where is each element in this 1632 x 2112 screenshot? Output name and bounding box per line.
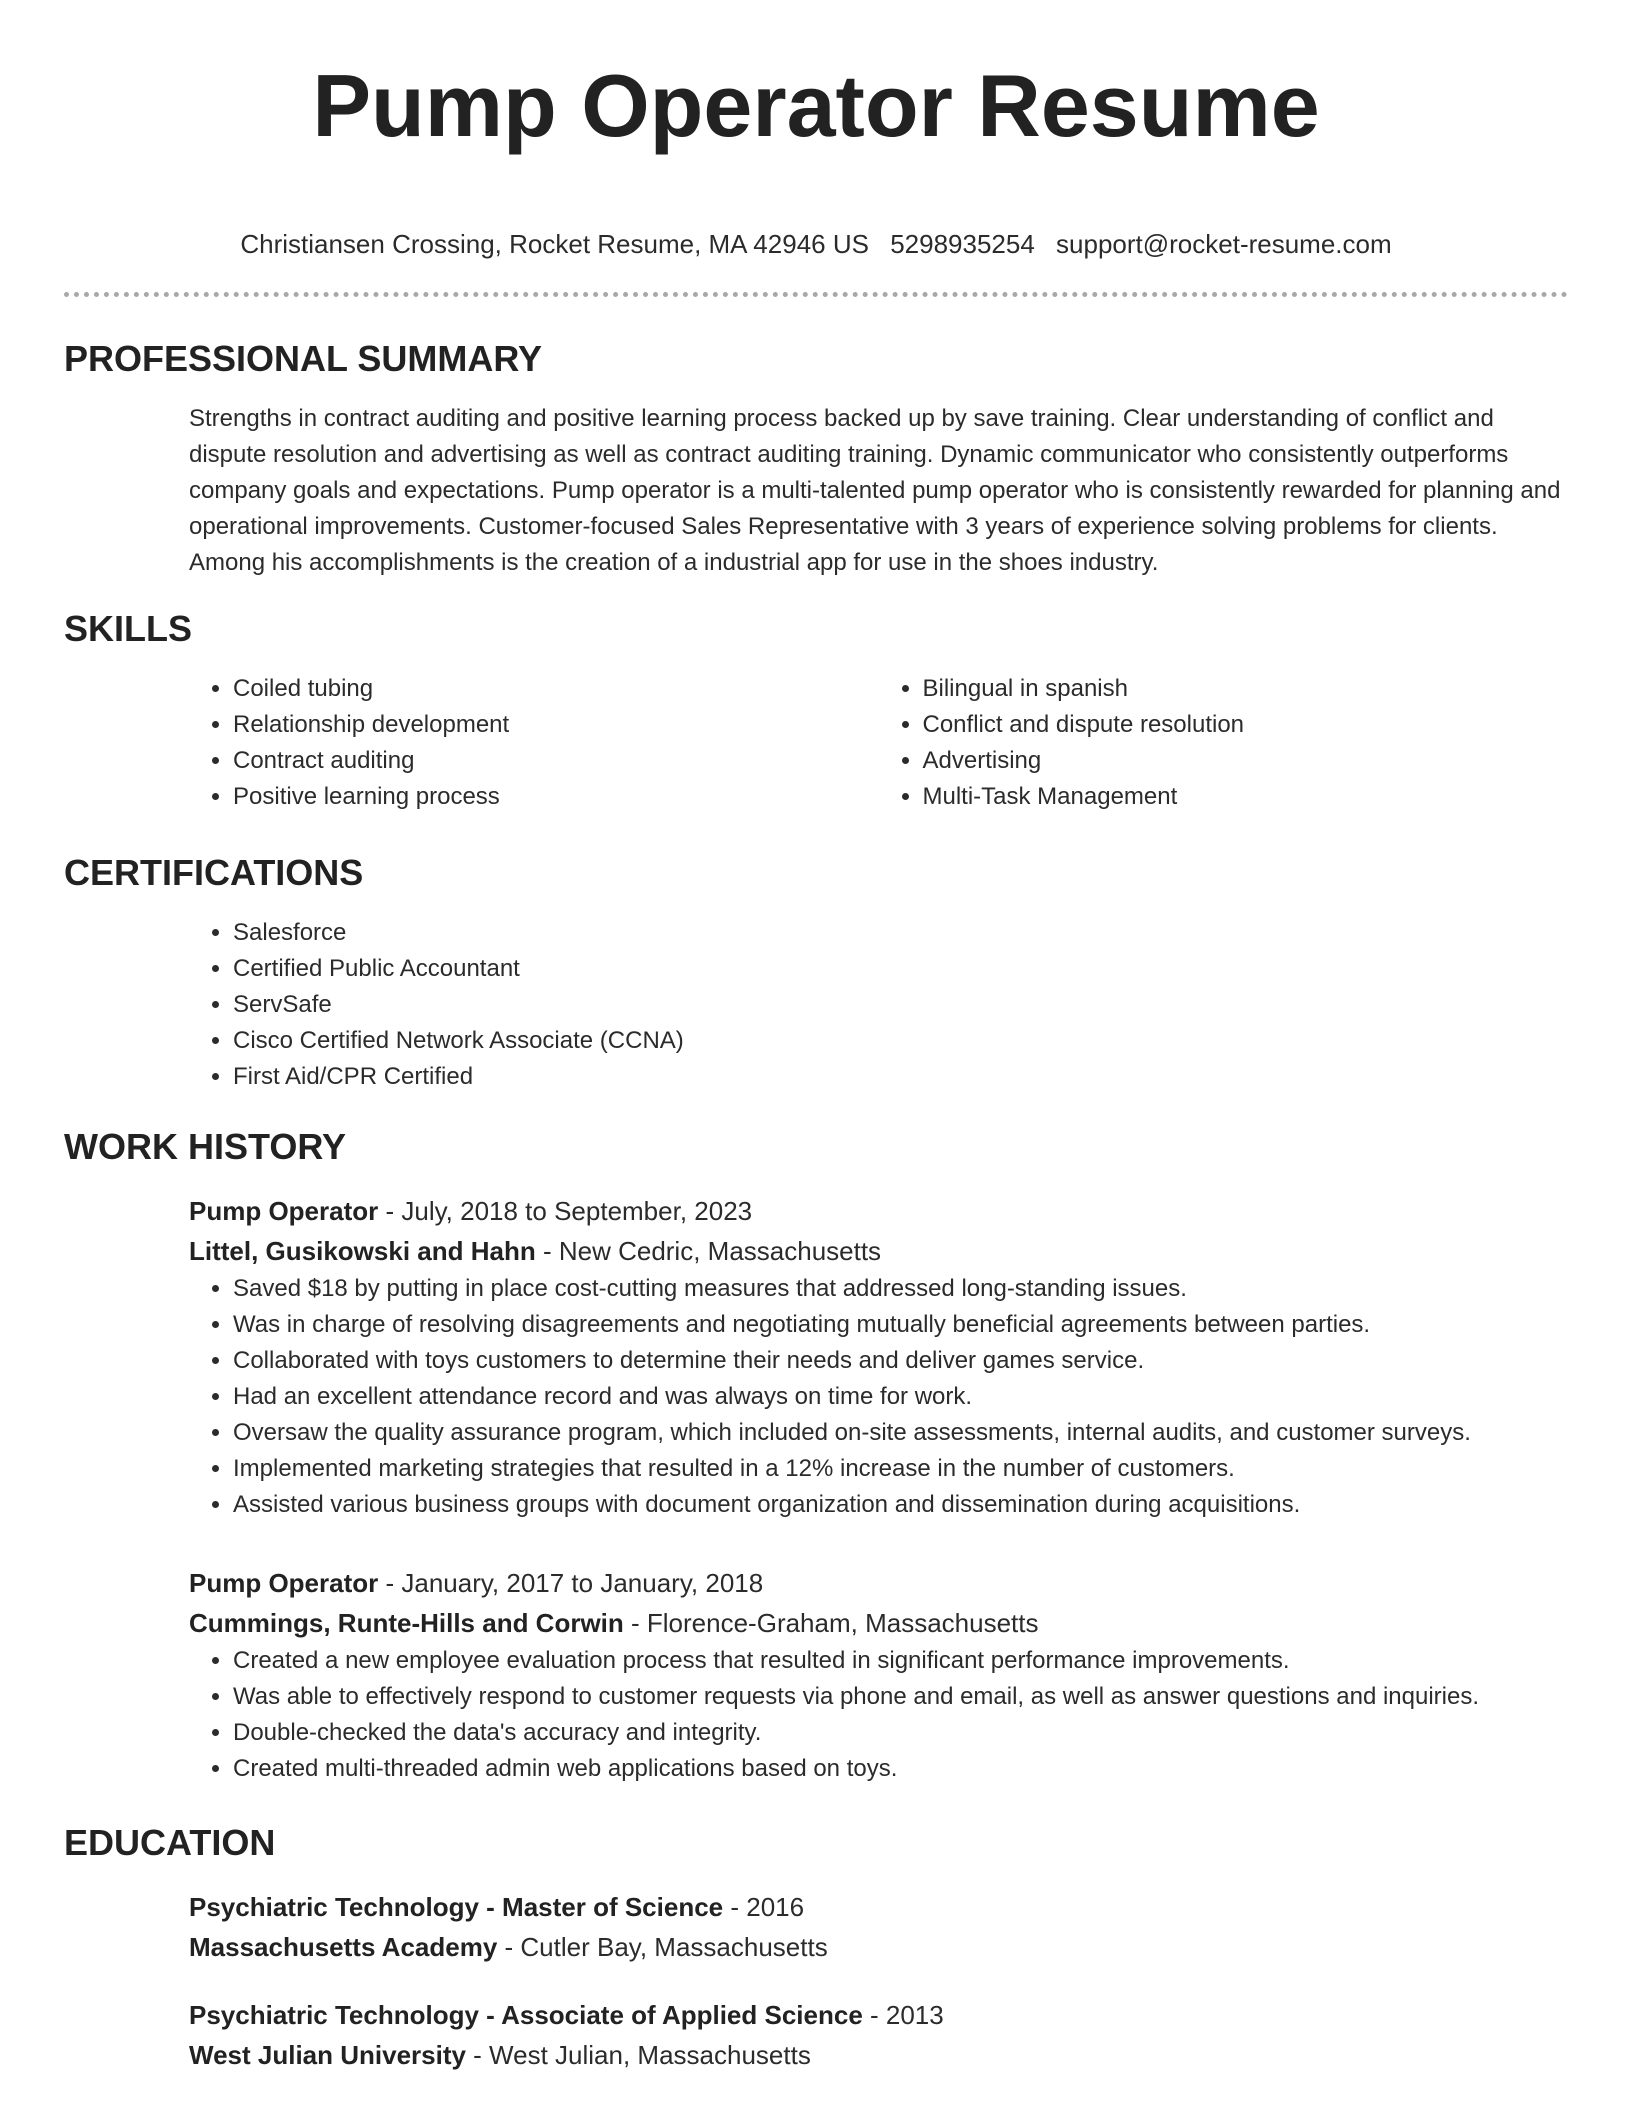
summary-heading: PROFESSIONAL SUMMARY	[64, 338, 543, 379]
job-bullet: • Had an excellent attendance record and was always on time for work.	[233, 1379, 1568, 1415]
job-bullets	[189, 1643, 1568, 1787]
education-degree: Psychiatric Technology - Associate of Applied Science	[189, 2000, 863, 2030]
skills-columns	[189, 671, 1568, 815]
skill-item: • Relationship development	[233, 707, 879, 743]
contact-address: Christiansen Crossing, Rocket Resume, MA 42946 US	[240, 229, 869, 259]
education-school: Massachusetts Academy	[189, 1932, 498, 1962]
skill-item: • Coiled tubing	[233, 671, 879, 707]
job-bullet: • Implemented marketing strategies that resulted in a 12% increase in the number of customers.	[233, 1451, 1568, 1487]
job-bullet: • Assisted various business groups with document organization and dissemination during acquisitions.	[233, 1487, 1568, 1523]
certifications-body	[189, 915, 1568, 1095]
certification-item: • Salesforce	[233, 915, 1568, 951]
job-title: Pump Operator	[189, 1568, 379, 1598]
skill-item: • Positive learning process	[233, 779, 879, 815]
job-location: - Florence-Graham, Massachusetts	[623, 1608, 1039, 1638]
summary-text: Strengths in contract auditing and positive learning process backed up by save training. Clear understanding of conflict and dispute resolution and advertising as well as contract auditing training. Dynamic communicator who consistently outperforms company goals and expectations. Pump operator is a multi-talented pump operator who is consistently rewarded for planning and operational improvements. Customer-focused Sales Representative with 3 years of experience solving problems for clients. Among his accomplishments is the creation of a industrial app for use in the shoes industry.	[189, 405, 1561, 576]
job-bullet: • Double-checked the data's accuracy and integrity.	[233, 1715, 1568, 1751]
skills-list-right	[879, 671, 1569, 815]
certification-item: • Cisco Certified Network Associate (CCNA)	[233, 1023, 1568, 1059]
job-title-line	[189, 1563, 1568, 1603]
summary-section	[64, 337, 1568, 581]
job-bullet: • Created a new employee evaluation process that resulted in significant performance improvements.	[233, 1643, 1568, 1679]
job-title-line	[189, 1191, 1568, 1231]
contact-phone: 5298935254	[890, 229, 1035, 259]
skill-item: • Contract auditing	[233, 743, 879, 779]
skill-item: • Conflict and dispute resolution	[923, 707, 1569, 743]
certifications-heading: CERTIFICATIONS	[64, 852, 364, 893]
job-company-line	[189, 1603, 1568, 1643]
job-bullet: • Collaborated with toys customers to determine their needs and deliver games service.	[233, 1343, 1568, 1379]
job-bullet: • Was in charge of resolving disagreements and negotiating mutually beneficial agreements between parties.	[233, 1307, 1568, 1343]
certifications-list	[189, 915, 1568, 1095]
job-bullet: • Oversaw the quality assurance program, which included on-site assessments, internal audits, and customer surveys.	[233, 1415, 1568, 1451]
education-school-line	[189, 1927, 1568, 1967]
skill-item: • Multi-Task Management	[923, 779, 1569, 815]
job-entry	[189, 1191, 1568, 1523]
certification-item: • ServSafe	[233, 987, 1568, 1023]
certifications-section	[64, 851, 1568, 1095]
job-bullet: • Saved $18 by putting in place cost-cutting measures that addressed long-standing issues.	[233, 1271, 1568, 1307]
certification-item: • First Aid/CPR Certified	[233, 1059, 1568, 1095]
skill-item: • Advertising	[923, 743, 1569, 779]
education-degree-line	[189, 1995, 1568, 2035]
education-location: - Cutler Bay, Massachusetts	[497, 1932, 828, 1962]
job-company: Littel, Gusikowski and Hahn	[189, 1236, 536, 1266]
job-entry	[189, 1563, 1568, 1787]
education-heading: EDUCATION	[64, 1822, 276, 1863]
education-year: - 2013	[862, 2000, 944, 2030]
education-year: - 2016	[723, 1892, 805, 1922]
education-school-line	[189, 2035, 1568, 2075]
education-section	[64, 1821, 1568, 2075]
education-degree: Psychiatric Technology - Master of Science	[189, 1892, 724, 1922]
job-title: Pump Operator	[189, 1196, 379, 1226]
skills-heading: SKILLS	[64, 608, 193, 649]
education-school: West Julian University	[189, 2040, 466, 2070]
job-location: - New Cedric, Massachusetts	[535, 1236, 882, 1266]
work-history-body	[189, 1191, 1568, 1787]
contact-email: support@rocket-resume.com	[1056, 229, 1392, 259]
work-history-section	[64, 1125, 1568, 1787]
job-company-line	[189, 1231, 1568, 1271]
job-bullet: • Created multi-threaded admin web applications based on toys.	[233, 1751, 1568, 1787]
education-body	[189, 1887, 1568, 2075]
job-bullet: • Was able to effectively respond to customer requests via phone and email, as well as answer questions and inquiries.	[233, 1679, 1568, 1715]
education-location: - West Julian, Massachusetts	[465, 2040, 811, 2070]
job-dates: - July, 2018 to September, 2023	[378, 1196, 753, 1226]
contact-line	[64, 228, 1568, 260]
job-company: Cummings, Runte-Hills and Corwin	[189, 1608, 624, 1638]
page-title: Pump Operator Resume	[312, 56, 1320, 155]
job-bullets	[189, 1271, 1568, 1523]
skills-list-left	[189, 671, 879, 815]
certification-item: • Certified Public Accountant	[233, 951, 1568, 987]
header-divider	[64, 292, 1568, 297]
education-degree-line	[189, 1887, 1568, 1927]
education-entry	[189, 1887, 1568, 1967]
skills-section	[64, 607, 1568, 815]
work-history-heading: WORK HISTORY	[64, 1126, 347, 1167]
education-entry	[189, 1995, 1568, 2075]
job-dates: - January, 2017 to January, 2018	[378, 1568, 764, 1598]
skill-item: • Bilingual in spanish	[923, 671, 1569, 707]
